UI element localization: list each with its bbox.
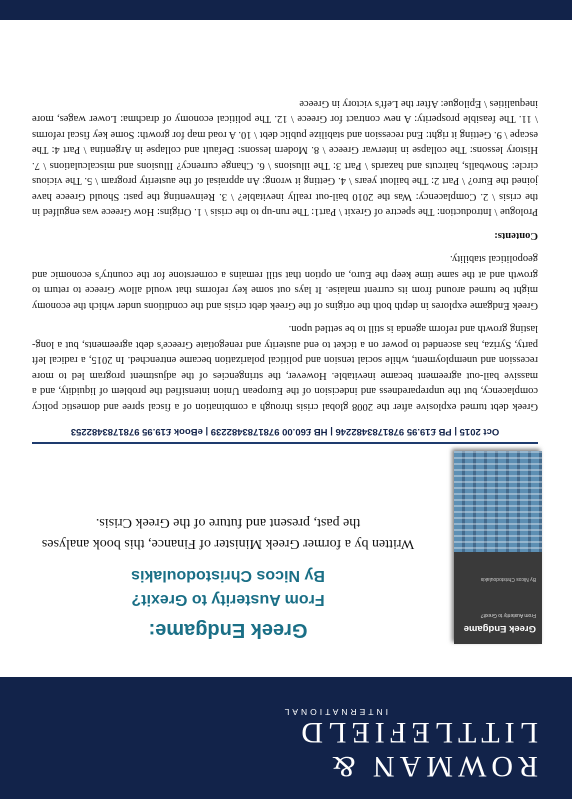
book-cover-image [454,451,542,644]
publisher-banner [0,677,572,799]
cover-collage [454,451,542,552]
paragraph-1: Greek debt turned explosive after the 2008 global crisis through a combination of a fiscal spree and domestic policy complacency, but the unpreparedness and indecision of the European Union intensified the problem of liquidity, and a massive bail-out agreement became inevitable. However, the stringencies of the adjustment program led to more recession and unemployment, while social tension and political polarization became entrenched. In 2015, a radical left party, Syriza, has ascended to power on a ticket to end austerity and renegotiate Greece's debt agreements, but a long-lasting growth and reform agenda is still to be settled upon. [32,323,538,412]
cover-title: Greek Endgame [463,623,536,634]
paragraph-2: Greek Endgame explores in depth both the origins of the Greek debt crisis and the conditions under which the economy might be turned around from its current malaise. It lays out some key reforms that would allow Greece to return to growth and at the same time keep the Euro, an option that still remains a cornerstone for the country's economic and geopolitical stability. [32,253,538,311]
logo-tag: INTERNATIONAL [281,707,388,717]
logo-line-2: LITTLEFIELD [296,716,538,749]
promo-block [8,512,448,642]
divider [32,442,538,444]
body-text [32,88,538,415]
book-subtitle: From Austerity to Grexit? [131,591,325,608]
publisher-logo [282,707,538,783]
contents-label: Contents: [494,230,538,241]
book-description: Written by a former Greek Minister of Finance, this book analyses the past, present and future of the Greek Crisis. [41,515,415,551]
top-strip [0,0,572,20]
book-title: Greek Endgame: [148,619,308,641]
logo-line-1: ROWMAN & [327,750,538,783]
editions-line: Oct 2015 | PB £19.95 9781783482246 | HB £60.00 9781783482239 | eBook £19.95 9781783482253 [70,426,500,437]
contents-list: Prologue \ Introduction: The spectre of Grexit \ Part1: The run-up to the crisis \ 1. Origins: How Greece was engulfed in the crisis \ 2. Complacency: Was the 2010 bail-out really inevitable? \ 3. Reinventing the past: Should Greece have joined the Euro? \ Part 2: The bailout years \ 4. Getting it wrong: An appraisal of the austerity program \ 5. The vicious circle: Snowballs, haircuts and hazards \ Part 3: The illusions \ 6. Change currency? Illusions and miscalculations \ 7. History lessons: The collapse in interwar Greece \ 8. Modern lessons: Default and collapse in Argentina \ Part 4: The escape \ 9. Getting it right: End recession and stabilize public debt \ 10. A road map for growth: Some key fiscal reforms \ 11. The feasible prosperity: A new contract for Greece \ 12. The political economy of drachma: Lower wages, more inequalities \ Epilogue: After the Left's victory in Greece [32,98,538,218]
cover-subtitle: From Austerity to Grexit? [480,612,536,618]
cover-author: By Nicos Christodoulakis [480,576,536,582]
book-author: By Nicos Christodoulakis [131,567,325,584]
